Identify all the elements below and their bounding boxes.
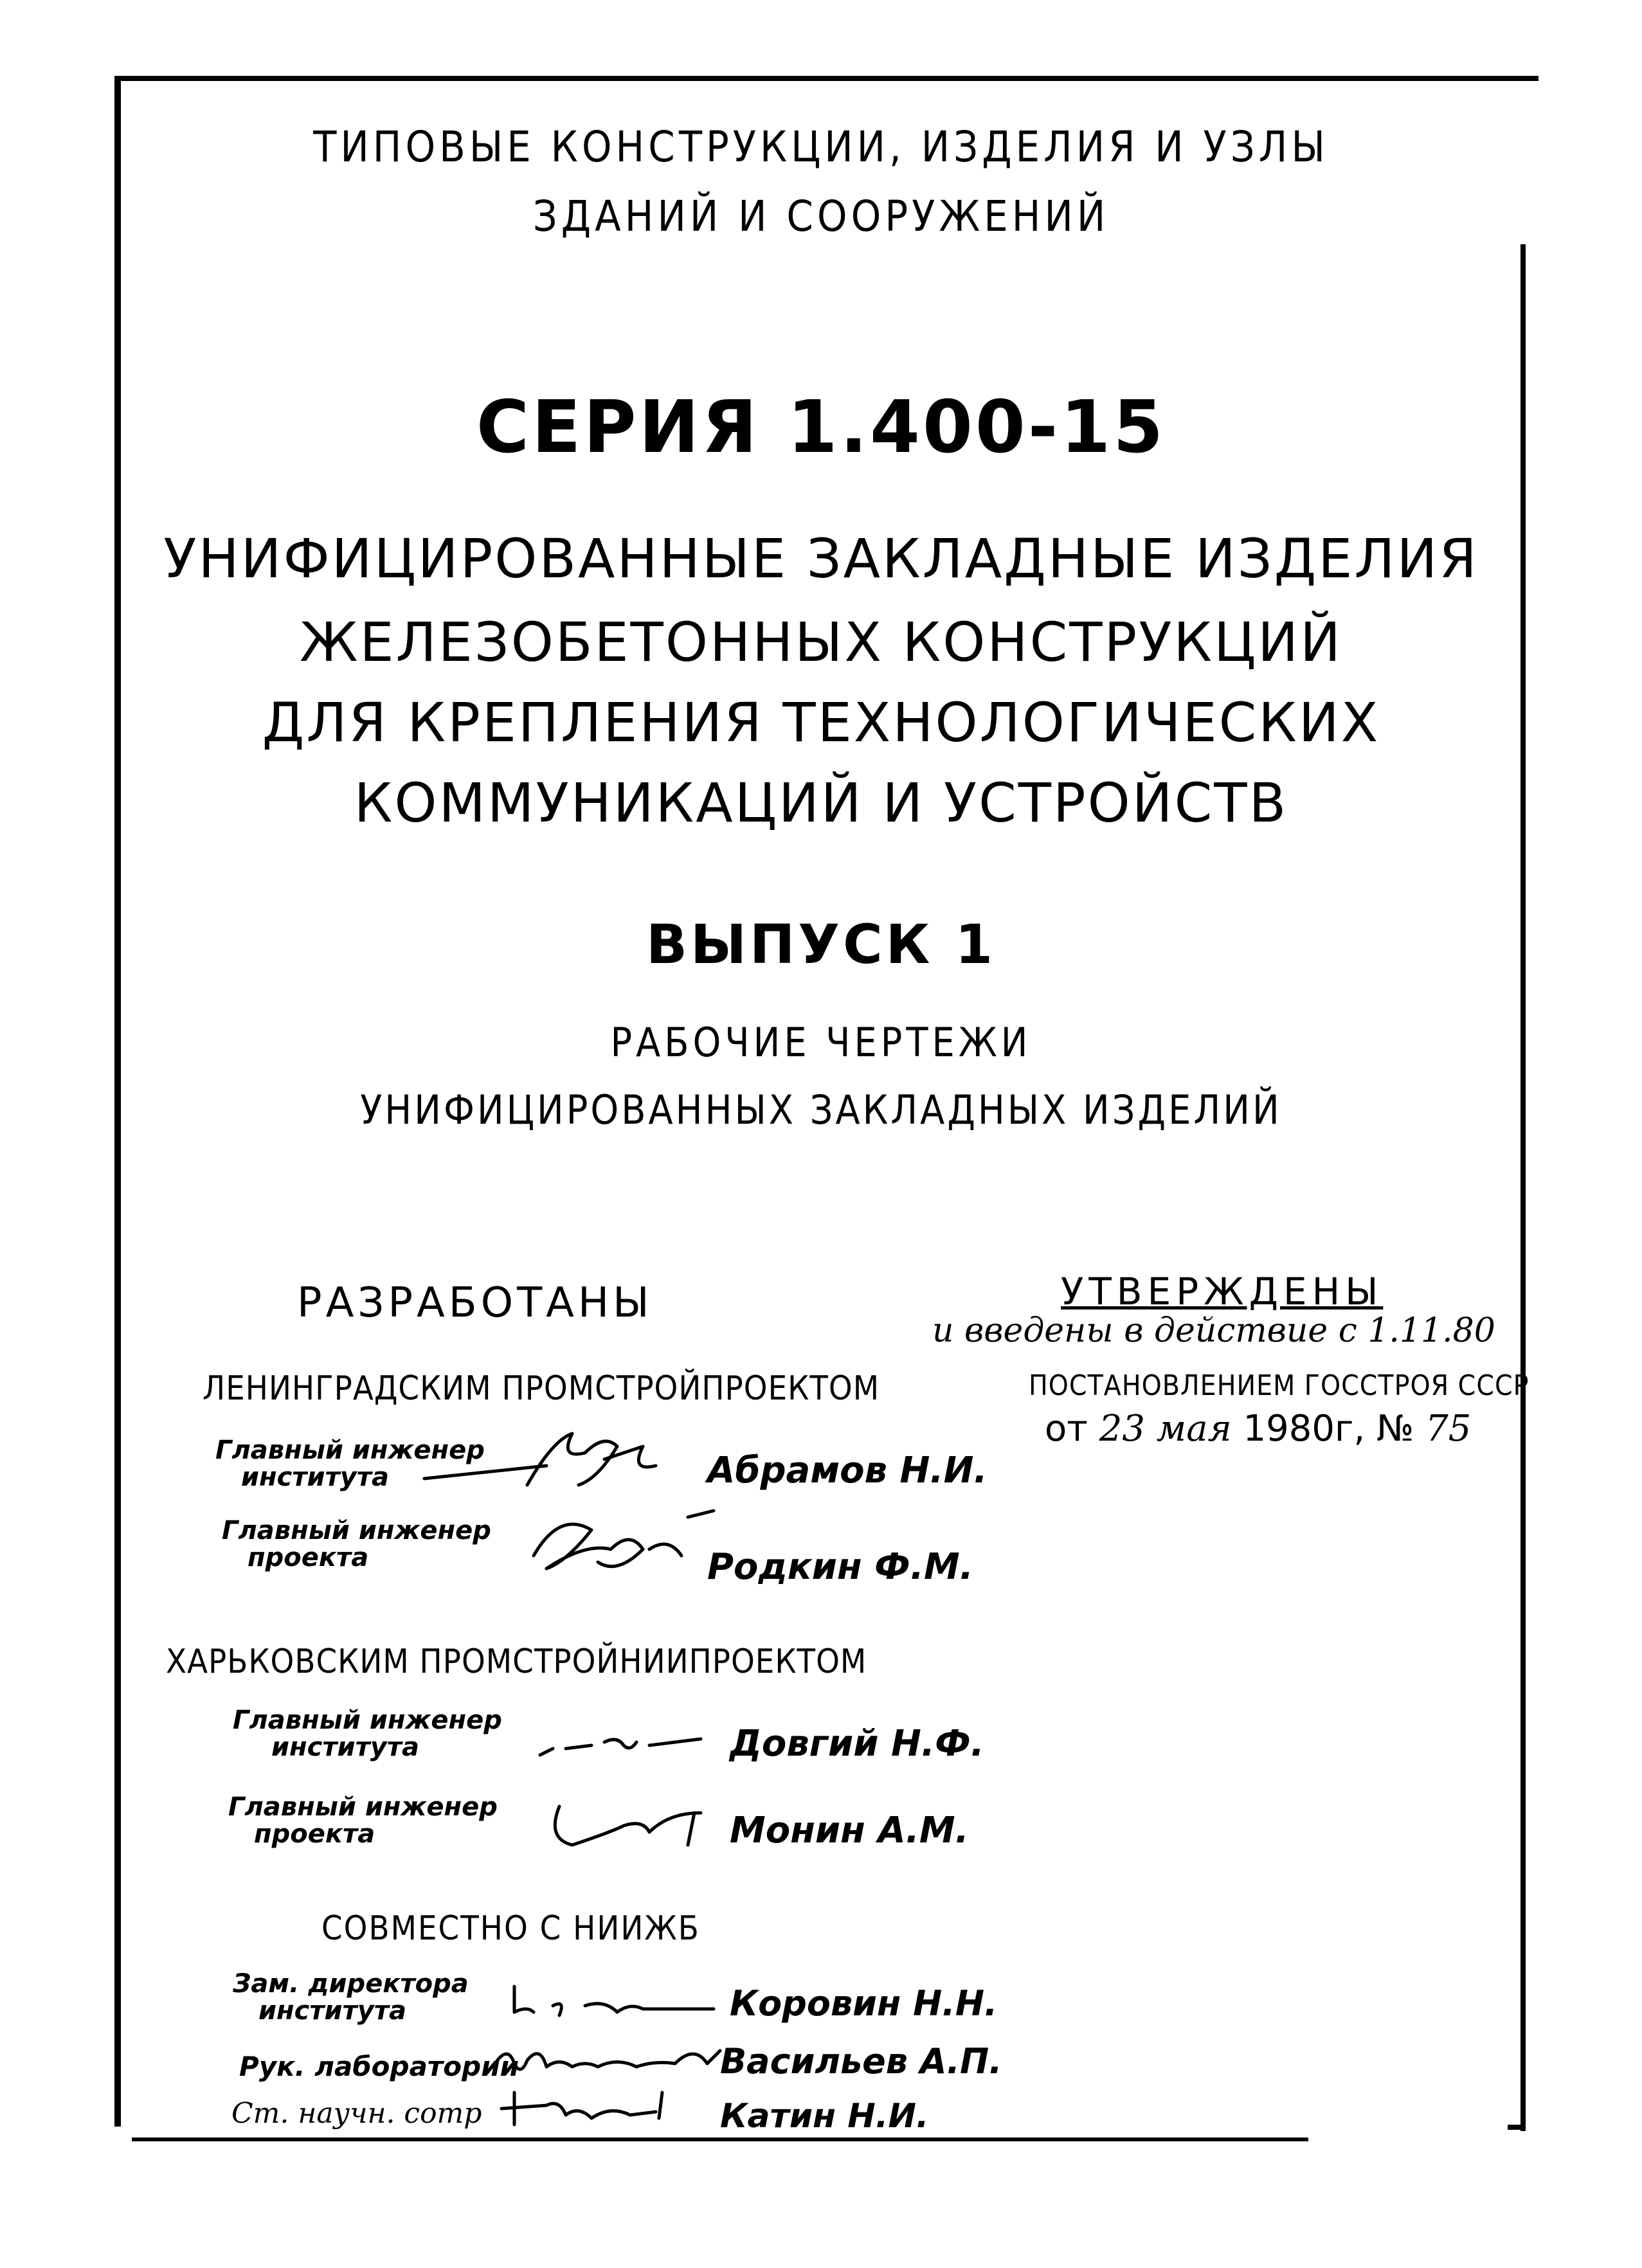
header-line-2: ЗДАНИЙ И СООРУЖЕНИЙ <box>532 192 1110 241</box>
frame-corner-mark <box>1508 2125 1526 2130</box>
org-1-person-2-name: Родкин Ф.М. <box>707 1546 973 1588</box>
date-day: 23 <box>1099 1408 1145 1450</box>
developed-label: РАЗРАБОТАНЫ <box>297 1279 653 1327</box>
signature-katin <box>489 2080 701 2138</box>
org-2-person-2-name: Монин А.М. <box>730 1810 969 1851</box>
org-3-person-3-name: Катин Н.И. <box>720 2097 929 2136</box>
org-3-person-1-name: Коровин Н.Н. <box>730 1983 998 2024</box>
series-number: СЕРИЯ 1.400-15 <box>476 386 1166 469</box>
role-line-1: Зам. директора <box>233 1969 469 1999</box>
role-line-2: проекта <box>254 1819 375 1849</box>
org-2-person-1-name: Довгий Н.Ф. <box>730 1723 984 1765</box>
org-1-role-chief-project <box>222 1517 491 1571</box>
signature-dovgiy <box>534 1729 726 1768</box>
date-number: 75 <box>1425 1408 1472 1450</box>
date-year: 1980г, № <box>1243 1408 1414 1450</box>
signature-monin <box>534 1794 726 1858</box>
role-line-1: Главный инженер <box>233 1706 502 1735</box>
approved-decree: ПОСТАНОВЛЕНИЕМ ГОССТРОЯ СССР <box>1029 1369 1529 1402</box>
org-3-person-2-name: Васильев А.П. <box>720 2041 1002 2082</box>
title-line-1: УНИФИЦИРОВАННЫЕ ЗАКЛАДНЫЕ ИЗДЕЛИЯ <box>163 527 1479 590</box>
signature-abramov <box>411 1421 669 1504</box>
role-line-1: Главный инженер <box>222 1516 491 1545</box>
org-2-name: ХАРЬКОВСКИМ ПРОМСТРОЙНИИПРОЕКТОМ <box>166 1643 867 1681</box>
subtitle-line-2: УНИФИЦИРОВАННЫХ ЗАКЛАДНЫХ ИЗДЕЛИЙ <box>360 1086 1282 1133</box>
title-line-2: ЖЕЛЕЗОБЕТОННЫХ КОНСТРУКЦИЙ <box>300 611 1342 674</box>
signature-korovin <box>508 1980 726 2031</box>
signature-rodkin <box>521 1504 714 1588</box>
subtitle-line-1: РАБОЧИЕ ЧЕРТЕЖИ <box>610 1019 1032 1066</box>
date-month: мая <box>1156 1408 1232 1450</box>
date-prefix: от <box>1045 1408 1088 1450</box>
role-line-1: Главный инженер <box>228 1792 498 1822</box>
org-3-role-deputy-director <box>233 1970 469 2024</box>
role-line-2: института <box>271 1733 420 1762</box>
org-3-role-senior-researcher: Ст. научн. сотр <box>231 2097 482 2130</box>
frame-bottom-border <box>132 2138 1308 2141</box>
org-2-role-chief-project <box>228 1794 498 1848</box>
role-line-2: института <box>241 1462 390 1492</box>
role-line-1: Главный инженер <box>215 1436 485 1465</box>
approved-date <box>1045 1408 1471 1450</box>
title-line-3: ДЛЯ КРЕПЛЕНИЯ ТЕХНОЛОГИЧЕСКИХ <box>262 691 1380 754</box>
frame-top-border <box>114 76 1538 81</box>
org-3-role-lab-head: Рук. лаборатории <box>239 2051 519 2082</box>
org-1-name: ЛЕНИНГРАДСКИМ ПРОМСТРОЙПРОЕКТОМ <box>203 1369 880 1408</box>
org-1-person-1-name: Абрамов Н.И. <box>707 1450 988 1491</box>
approved-handwritten-note: и введены в действие с 1.11.80 <box>932 1311 1495 1350</box>
title-line-4: КОММУНИКАЦИЙ И УСТРОЙСТВ <box>354 771 1288 834</box>
role-line-2: института <box>258 1996 407 2026</box>
issue-title: ВЫПУСК 1 <box>645 913 997 976</box>
org-2-role-chief-institute <box>233 1707 502 1761</box>
org-3-name: СОВМЕСТНО С НИИЖБ <box>321 1909 700 1948</box>
role-line-2: проекта <box>248 1543 369 1572</box>
header-line-1: ТИПОВЫЕ КОНСТРУКЦИИ, ИЗДЕЛИЯ И УЗЛЫ <box>313 122 1329 172</box>
approved-label: УТВЕРЖДЕНЫ <box>1061 1270 1384 1313</box>
